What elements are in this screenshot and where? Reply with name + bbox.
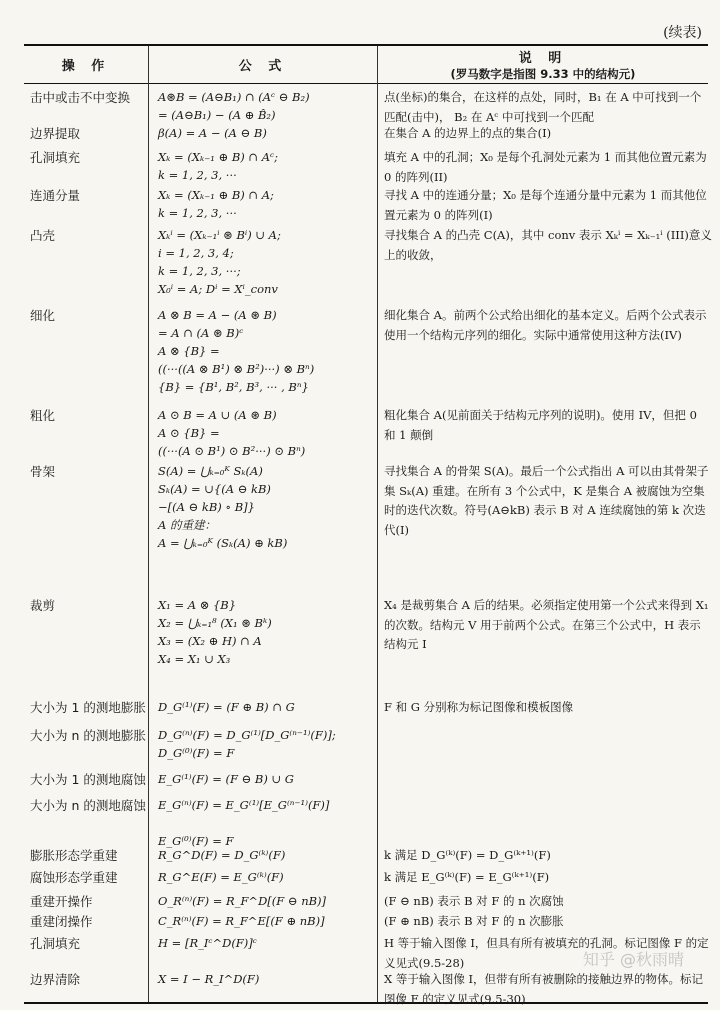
operation-cell: 重建闭操作 (30, 914, 93, 929)
operation-cell: 凸壳 (30, 228, 56, 243)
description-cell: 粗化集合 A(见前面关于结构元序列的说明)。使用 IV，但把 0 和 1 颠倒 (384, 408, 697, 442)
header-description (378, 46, 708, 83)
operation-cell: 击中或击不中变换 (30, 90, 131, 105)
operation-cell: 骨架 (30, 464, 56, 479)
operation-cell: 大小为 1 的测地腐蚀 (30, 772, 146, 787)
formula-line: {B} = {B¹, B², B³, ··· , Bⁿ} (158, 380, 309, 394)
description-cell: 寻找集合 A 的凸壳 C(A)，其中 conv 表示 Xₖⁱ = Xₖ₋₁ⁱ (III)意义上的收敛， (384, 228, 712, 262)
operation-cell: 边界提取 (30, 126, 81, 141)
operation-cell: 腐蚀形态学重建 (30, 870, 118, 885)
description-cell: 寻找 A 中的连通分量；X₀ 是每个连通分量中元素为 1 而其他位置元素为 0 的阵列(I) (384, 188, 707, 222)
formula-cell (158, 462, 376, 552)
description-cell: F 和 G 分别称为标记图像和模板图像 (384, 700, 574, 714)
formula-cell (158, 846, 376, 864)
header-desc-subtitle: (罗马数字是指图 9.33 中的结构元) (450, 67, 636, 81)
header-rule (24, 83, 708, 84)
formula-line: S(A) = ⋃ₖ₌₀ᴷ Sₖ(A) (158, 464, 263, 478)
formula-line: X₄ = X₁ ∪ X₃ (158, 652, 231, 666)
description-cell: 在集合 A 的边界上的点的集合(I) (384, 126, 552, 140)
operation-cell: 裁剪 (30, 598, 56, 613)
formula-line (158, 814, 376, 832)
header-operation: 操 作 (61, 59, 111, 74)
description-cell: 细化集合 A。前两个公式给出细化的基本定义。后两个公式表示使用一个结构元序列的细化。实际中通常使用这种方法(IV) (384, 308, 707, 342)
formula-line: O_R⁽ⁿ⁾(F) = R_F^D[(F ⊖ nB)] (158, 894, 327, 908)
description-cell: X 等于输入图像 I，但带有所有被删除的接触边界的物体。标记图像 F 的定义见式(9.5-30) (384, 972, 704, 1006)
formula-cell (158, 796, 376, 850)
formula-line: E_G⁽ⁿ⁾(F) = E_G⁽¹⁾[E_G⁽ⁿ⁻¹⁾(F)] (158, 798, 330, 812)
operation-cell: 重建开操作 (30, 894, 93, 909)
description-cell: (F ⊕ nB) 表示 B 对 F 的 n 次膨胀 (384, 914, 564, 928)
column-divider (377, 46, 378, 1002)
formula-line: X₀ⁱ = A; Dⁱ = Xⁱ_conv (158, 282, 278, 296)
formula-line: A⊛B = (A⊖B₁) ∩ (Aᶜ ⊖ B₂) (158, 90, 310, 104)
formula-cell (158, 124, 376, 142)
description-cell: k 满足 D_G⁽ᵏ⁾(F) = D_G⁽ᵏ⁺¹⁾(F) (384, 848, 551, 862)
formula-cell (158, 226, 376, 298)
formula-line: E_G⁽⁰⁾(F) = F (158, 834, 234, 848)
description-cell: 点(坐标)的集合，在这样的点处，同时，B₁ 在 A 中可找到一个匹配(击中)， B₂ 在 Aᶜ 中可找到一个匹配 (384, 90, 702, 124)
formula-line: ((···(A ⊙ B¹) ⊙ B²···) ⊙ Bⁿ) (158, 444, 306, 458)
formula-cell (158, 970, 376, 988)
formula-line: A 的重建： (158, 518, 216, 532)
formula-line: k = 1, 2, 3, ···; (158, 264, 241, 278)
operation-cell: 膨胀形态学重建 (30, 848, 118, 863)
operation-cell: 大小为 1 的测地膨胀 (30, 700, 146, 715)
header-desc-title: 说 明 (518, 51, 568, 66)
formula-line: C_R⁽ⁿ⁾(F) = R_F^E[(F ⊕ nB)] (158, 914, 325, 928)
formula-cell (158, 934, 376, 952)
formula-line: X₂ = ⋃ₖ₌₁⁸ (X₁ ⊛ Bᵏ) (158, 616, 272, 630)
operation-cell: 细化 (30, 308, 56, 323)
formula-line: X₃ = (X₂ ⊕ H) ∩ A (158, 634, 262, 648)
formula-line: A ⊗ B = A − (A ⊛ B) (158, 308, 277, 322)
formula-cell (158, 406, 376, 460)
formula-line: = (A⊖B₁) − (A ⊕ B̂₂) (158, 108, 276, 122)
column-divider (148, 46, 149, 1002)
formula-cell (158, 88, 376, 124)
formula-line: R_G^D(F) = D_G⁽ᵏ⁾(F) (158, 848, 286, 862)
formula-line: Xₖⁱ = (Xₖ₋₁ⁱ ⊛ Bⁱ) ∪ A; (158, 228, 281, 242)
formula-line: i = 1, 2, 3, 4; (158, 246, 234, 260)
operation-cell: 边界清除 (30, 972, 81, 987)
continued-label: (续表) (663, 25, 702, 41)
formula-line: A ⊙ B = A ∪ (A ⊛ B) (158, 408, 277, 422)
description-cell: 填充 A 中的孔洞；X₀ 是每个孔洞处元素为 1 而其他位置元素为 0 的阵列(II) (384, 150, 707, 184)
formula-line: −[(A ⊖ kB) ∘ B]} (158, 500, 255, 514)
operation-cell: 连通分量 (30, 188, 81, 203)
formula-cell (158, 306, 376, 396)
formula-cell (158, 186, 376, 222)
formula-line: H = [R_Iᶜ^D(F)]ᶜ (158, 936, 257, 950)
formula-line: Sₖ(A) = ∪{(A ⊖ kB) (158, 482, 271, 496)
formula-cell (158, 770, 376, 788)
formula-line: D_G⁽¹⁾(F) = (F ⊕ B) ∩ G (158, 700, 295, 714)
watermark: 知乎 @秋雨晴 (582, 950, 684, 969)
formula-line: k = 1, 2, 3, ··· (158, 206, 237, 220)
formula-cell (158, 892, 376, 910)
formula-line: E_G⁽¹⁾(F) = (F ⊖ B) ∪ G (158, 772, 294, 786)
formula-line: k = 1, 2, 3, ··· (158, 168, 237, 182)
operation-cell: 大小为 n 的测地腐蚀 (30, 798, 146, 813)
formula-line: Xₖ = (Xₖ₋₁ ⊕ B) ∩ Aᶜ; (158, 150, 278, 164)
operation-cell: 孔洞填充 (30, 150, 81, 165)
formula-line: X = I − R_I^D(F) (158, 972, 260, 986)
formula-line: ((···((A ⊗ B¹) ⊗ B²)···) ⊗ Bⁿ) (158, 362, 315, 376)
formula-line: R_G^E(F) = E_G⁽ᵏ⁾(F) (158, 870, 284, 884)
formula-cell (158, 912, 376, 930)
formula-cell (158, 698, 376, 716)
formula-line: X₁ = A ⊗ {B} (158, 598, 237, 612)
formula-line: β(A) = A − (A ⊖ B) (158, 126, 267, 140)
formula-cell (158, 868, 376, 886)
operation-cell: 孔洞填充 (30, 936, 81, 951)
formula-line: = A ∩ (A ⊛ B)ᶜ (158, 326, 244, 340)
formula-line: A = ⋃ₖ₌₀ᴷ (Sₖ(A) ⊕ kB) (158, 536, 288, 550)
description-cell: X₄ 是裁剪集合 A 后的结果。必须指定使用第一个公式来得到 X₁ 的次数。结构元 V 用于前两个公式。在第三个公式中，H 表示结构元 I (384, 598, 709, 651)
formula-line: A ⊗ {B} = (158, 344, 220, 358)
formula-cell (158, 596, 376, 668)
description-cell: k 满足 E_G⁽ᵏ⁾(F) = E_G⁽ᵏ⁺¹⁾(F) (384, 870, 550, 884)
formula-line: D_G⁽⁰⁾(F) = F (158, 746, 235, 760)
operation-cell: 大小为 n 的测地膨胀 (30, 728, 146, 743)
description-cell: (F ⊖ nB) 表示 B 对 F 的 n 次腐蚀 (384, 894, 564, 908)
formula-cell (158, 148, 376, 184)
operation-cell: 粗化 (30, 408, 56, 423)
formula-line: Xₖ = (Xₖ₋₁ ⊕ B) ∩ A; (158, 188, 274, 202)
header-formula: 公 式 (238, 59, 288, 74)
formula-line: A ⊙ {B} = (158, 426, 220, 440)
formula-cell (158, 726, 376, 762)
description-cell: H 等于输入图像 I，但具有所有被填充的孔洞。标记图像 F 的定义见式(9.5-28) (384, 936, 709, 970)
formula-line: D_G⁽ⁿ⁾(F) = D_G⁽¹⁾[D_G⁽ⁿ⁻¹⁾(F)]; (158, 728, 336, 742)
description-cell: 寻找集合 A 的骨架 S(A)。最后一个公式指出 A 可以由其骨架子集 Sₖ(A) 重建。在所有 3 个公式中，K 是集合 A 被腐蚀为空集时的迭代次数。符号(A⊖kB) 表示 B 对 A 连续腐蚀的第 k 次迭代(I) (384, 464, 709, 537)
